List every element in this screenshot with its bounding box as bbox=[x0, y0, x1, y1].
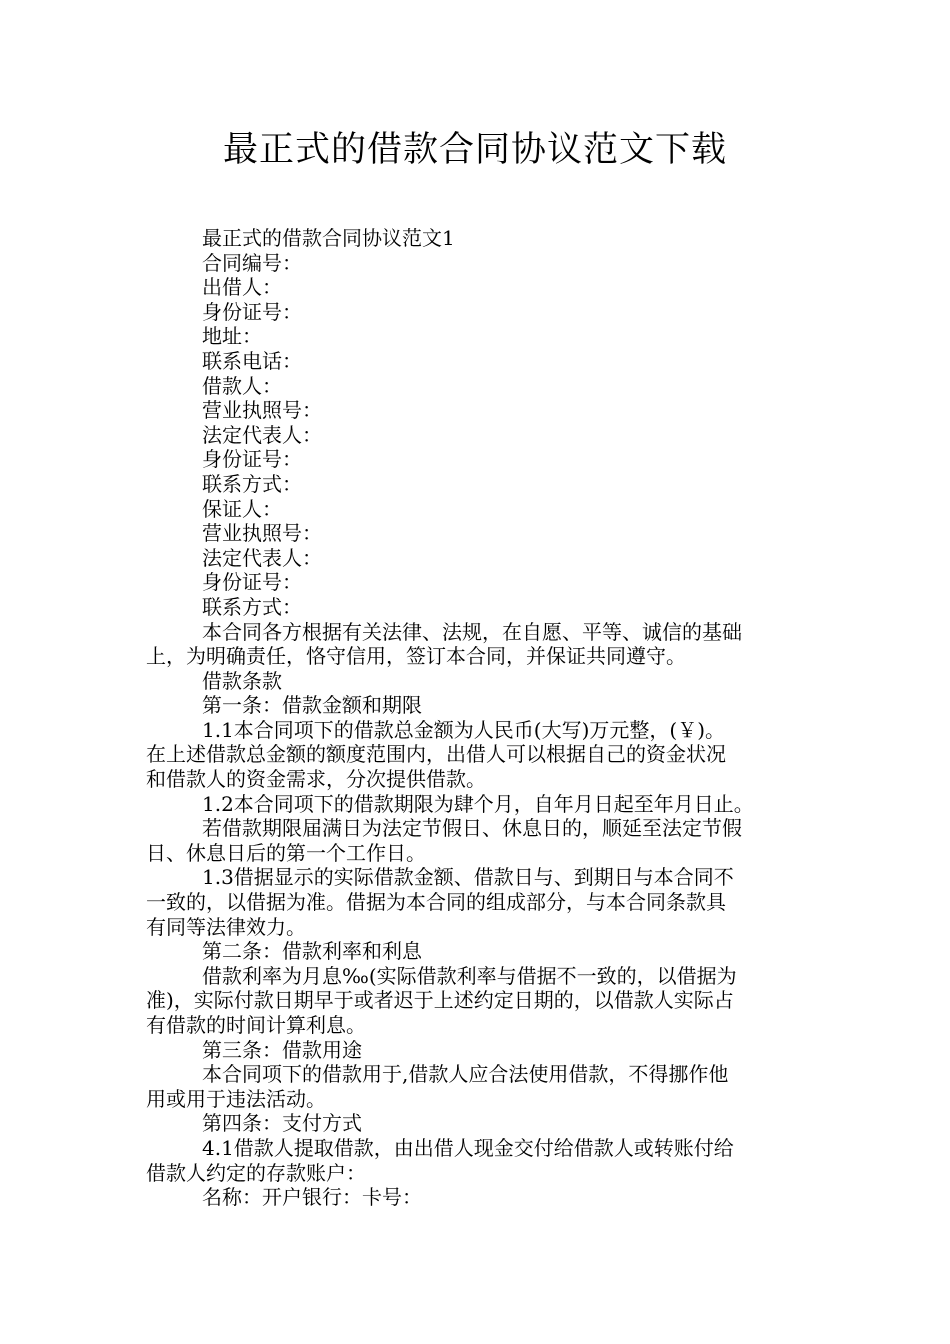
text-line: 本合同各方根据有关法律、法规，在自愿、平等、诚信的基础 bbox=[202, 619, 742, 644]
text-line: 一致的，以借据为准。借据为本合同的组成部分，与本合同条款具 bbox=[146, 890, 726, 915]
text-line: 名称：开户银行：卡号： bbox=[202, 1185, 422, 1210]
text-line: 身份证号： bbox=[202, 570, 302, 595]
text-line: 借款人约定的存款账户： bbox=[146, 1160, 366, 1185]
text-line: 第二条：借款利率和利息 bbox=[202, 939, 422, 964]
text-line: 第四条：支付方式 bbox=[202, 1111, 362, 1136]
text-line: 准)，实际付款日期早于或者迟于上述约定日期的，以借款人实际占 bbox=[146, 988, 734, 1013]
text-line: 联系方式： bbox=[202, 594, 302, 619]
text-line: 1.2本合同项下的借款期限为肆个月，自年月日起至年月日止。 bbox=[202, 791, 754, 816]
text-line: 若借款期限届满日为法定节假日、休息日的，顺延至法定节假 bbox=[202, 816, 742, 841]
text-line: 地址： bbox=[202, 324, 262, 349]
text-line: 上，为明确责任，恪守信用，签订本合同，并保证共同遵守。 bbox=[146, 644, 686, 669]
text-line: 联系电话： bbox=[202, 348, 302, 373]
text-line: 联系方式： bbox=[202, 471, 302, 496]
text-line: 合同编号： bbox=[202, 250, 302, 275]
text-line: 第三条：借款用途 bbox=[202, 1037, 362, 1062]
text-line: 在上述借款总金额的额度范围内，出借人可以根据自己的资金状况 bbox=[146, 742, 726, 767]
text-line: 有借款的时间计算利息。 bbox=[146, 1013, 366, 1037]
text-line: 出借人： bbox=[202, 275, 282, 300]
text-line: 用或用于违法活动。 bbox=[146, 1086, 326, 1111]
text-line: 第一条：借款金额和期限 bbox=[202, 693, 422, 718]
text-line: 身份证号： bbox=[202, 447, 302, 472]
text-line: 身份证号： bbox=[202, 299, 302, 324]
document-body bbox=[146, 226, 808, 1210]
text-line: 营业执照号： bbox=[202, 521, 322, 546]
text-line: 保证人： bbox=[202, 496, 282, 521]
text-line: 和借款人的资金需求，分次提供借款。 bbox=[146, 767, 486, 792]
text-line: 4.1借款人提取借款，由出借人现金交付给借款人或转账付给 bbox=[202, 1135, 734, 1160]
text-line: 最正式的借款合同协议范文1 bbox=[202, 226, 455, 250]
text-line: 借款人： bbox=[202, 373, 282, 398]
document-title: 最正式的借款合同协议范文下载 bbox=[222, 130, 727, 170]
text-line: 日、休息日后的第一个工作日。 bbox=[146, 840, 426, 865]
text-line: 有同等法律效力。 bbox=[146, 914, 306, 939]
text-line: 借款条款 bbox=[202, 668, 282, 693]
text-line: 营业执照号： bbox=[202, 398, 322, 423]
text-line: 借款利率为月息‰(实际借款利率与借据不一致的，以借据为 bbox=[202, 963, 737, 988]
text-line: 法定代表人： bbox=[202, 545, 322, 570]
text-line: 法定代表人： bbox=[202, 422, 322, 447]
text-line: 本合同项下的借款用于,借款人应合法使用借款，不得挪作他 bbox=[202, 1062, 729, 1087]
text-line: 1.3借据显示的实际借款金额、借款日与、到期日与本合同不 bbox=[202, 865, 734, 890]
text-line: 1.1本合同项下的借款总金额为人民币(大写)万元整，(￥)。 bbox=[202, 717, 726, 742]
